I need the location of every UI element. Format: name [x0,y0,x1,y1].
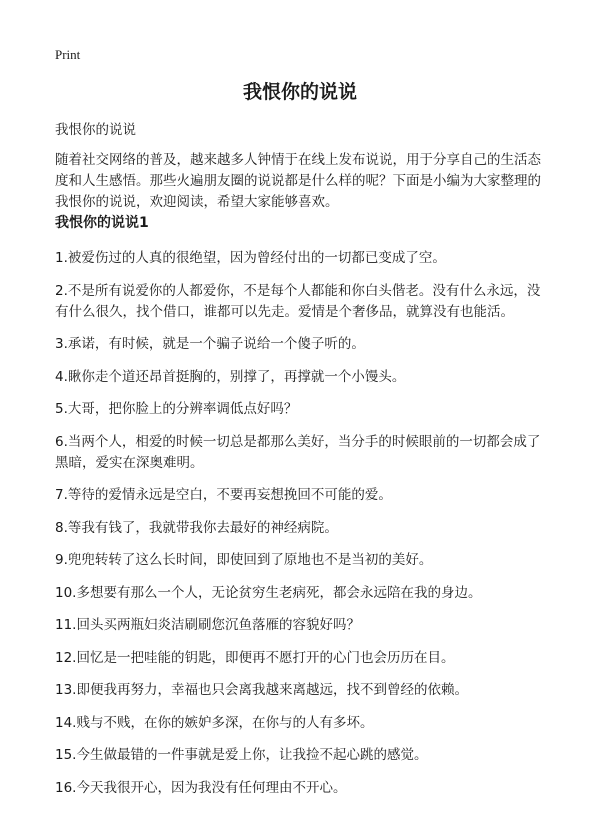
list-item: 12.回忆是一把哇能的钥匙，即便再不愿打开的心门也会历历在目。 [55,649,455,666]
list-item: 2.不是所有说爱你的人都爱你，不是每个人都能和你白头偕老。没有什么永远，没有什么很久，找个借口，谁都可以先走。爱情是个奢侈品，就算没有也能活。 [55,282,541,320]
list-item: 7.等待的爱情永远是空白，不要再妄想挽回不可能的爱。 [55,487,392,503]
list-item: 13.即便我再努力，幸福也只会离我越来离越远，找不到曾经的依赖。 [55,682,468,698]
section-heading: 我恨你的说说1 [55,215,149,231]
list-item: 3.承诺，有时候，就是一个骗子说给一个傻子听的。 [55,336,365,352]
list-item: 8.等我有钱了，我就带我你去最好的神经病院。 [55,519,338,536]
list-item: 9.兜兜转转了这么长时间，即使回到了原地也不是当初的美好。 [55,552,433,568]
list-item: 4.瞅你走个道还昂首挺胸的，别撑了，再撑就一个小馒头。 [55,368,406,385]
page-title: 我恨你的说说 [242,81,357,103]
list-item: 11.回头买两瓶妇炎洁刷刷您沉鱼落雁的容貌好吗？ [55,617,360,633]
print-link[interactable]: Print [55,47,81,62]
intro-paragraph: 随着社交网络的普及，越来越多人钟情于在线上发布说说，用于分享自己的生活态度和人生感悟。那些火遍朋友圈的说说都是什么样的呢？下面是小编为大家整理的我恨你的说说，欢迎阅读，希望大家能够喜欢。 [55,152,541,210]
article-subtitle: 我恨你的说说 [55,122,136,138]
list-item: 5.大哥，把你脸上的分辨率调低点好吗？ [55,401,298,417]
list-item: 14.贱与不贱，在你的嫉妒多深，在你与的人有多坏。 [55,714,374,731]
list-item: 6.当两个人，相爱的时候一切总是都那么美好，当分手的时候眼前的一切都会成了黑暗，爱实在深奥难明。 [55,433,541,471]
quote-list [55,248,550,810]
list-item: 16.今天我很开心，因为我没有任何理由不开心。 [55,779,347,796]
list-item: 10.多想要有那么一个人，无论贫穷生老病死，都会永远陪在我的身边。 [55,584,482,601]
list-item: 1.被爱伤过的人真的很绝望，因为曾经付出的一切都已变成了空。 [55,250,446,266]
list-item: 15.今生做最错的一件事就是爱上你，让我捡不起心跳的感觉。 [55,747,428,763]
